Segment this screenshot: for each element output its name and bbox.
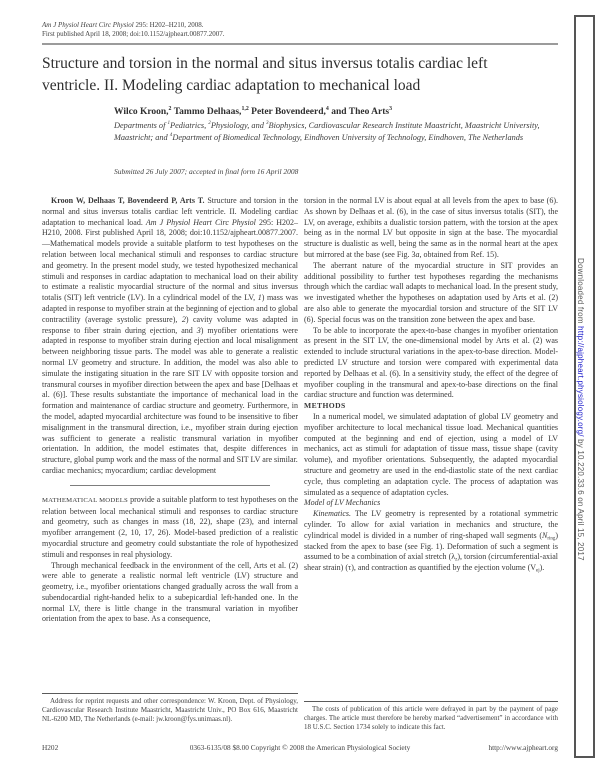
- methods-paragraph: In a numerical model, we simulated adaptation of global LV geometry and myofiber architecture to local mechanical tissue load. Mechanical quantities computed at the beginning and end of ejection, using a model of LV mechanics, act as stimuli for adaptation of tissue mass, tissue shape (cavity volume), and myofiber orientations. Subsequently, the adapted myocardial structure and geometry are used in the end-diastolic state of the next cardiac cycle, thus completing an adaptation cycle. The process of adaptation was simulated as a sequence of adaptation cycles.: [304, 411, 558, 497]
- abstract-paragraph: Kroon W, Delhaas T, Bovendeerd P, Arts T. Structure and torsion in the normal and situs inversus totalis cardiac left ventricle. II. Modeling cardiac adaptation to mechanical load. Am J Physiol Heart Circ Physiol 295: H202–H210, 2008. First published April 18, 2008; doi:10.1152/ajpheart.00877.2007.—Mathematical models provide a suitable platform to test hypotheses on the relation between local mechanical stimuli and responses to cardiac structure and geometry. In the present model study, we tested hypothesized mechanical stimuli and responses in cardiac adaptation to mechanical load on their ability to estimate a realistic myocardial structure of the normal and situs inversus totalis (SIT) left ventricle (LV). In a cylindrical model of the LV, 1) mass was adapted in response to myofiber strain at the beginning of ejection and to global contractility (average systolic pressure), 2) cavity volume was adapted in response to fiber strain during ejection, and 3) myofiber orientations were adapted in response to myofiber strain during ejection and local misalignment between neighboring tissue parts. The model was able to generate a realistic normal LV geometry and structure. In addition, the model was also able to simulate the instigating situation in the rare SIT LV with opposite torsion and transmural courses in myofiber direction between the apex and base [Delhaas et al. (6)]. These results substantiate the importance of mechanical load in the formation and maintenance of cardiac structure and geometry. Furthermore, in the model, adapted myocardial architecture was found to be insensitive to fiber misalignment in the transmural direction, i.e., myofiber strain during ejection was sufficient to generate a realistic transmural variation in myofiber orientation. In addition, the model estimates that, despite differences in structure, global pump work and the mass of the normal and SIT LV are similar.: [42, 196, 299, 465]
- right-column: [304, 196, 558, 574]
- section-heading-methods: METHODS: [304, 401, 346, 411]
- copyright-notice: 0363-6135/08 $8.00 Copyright © 2008 the American Physiological Society: [189, 743, 411, 752]
- left-column: [42, 196, 298, 625]
- page-number: H202: [42, 743, 59, 752]
- column2-paragraph-1: torsion in the normal LV is about equal at all levels from the apex to base (6). As shown by Delhaas et al. (6), in the case of situs inversus totalis (SIT), the LV, on average, exhibits a dualistic torsion pattern, with the torsion at the apex being as in the normal LV but opposite in sign at the base. The myocardial structure is dualistic as well, being the same as in the normal heart at the apex but mirrored at the base (see Fig. 3a, obtained from Ref. 15).: [304, 196, 558, 259]
- page-footer: [42, 743, 558, 755]
- journal-citation: [42, 21, 558, 39]
- intro-paragraph-1: MATHEMATICAL MODELS provide a suitable platform to test hypotheses on the relation between local mechanical stimuli and responses to cardiac structure and geometry, such as changes in mass (18, 22), shape (23), and internal myofiber arrangement (2, 10, 17, 26). Model-based prediction of a realistic myocardial structure and geometry could substantiate the role of hypothesized stimuli and responses in real physiology.: [42, 494, 298, 559]
- publication-costs-text: The costs of publication of this article were defrayed in part by the payment of page charges. The article must therefore be hereby marked “advertisement” in accordance with 18 U.S.C. Section 1734 solely to indicate this fact.: [304, 705, 558, 731]
- article-title: Structure and torsion in the normal and situs inversus totalis cardiac left ventricle. II. Modeling cardiac adaptation to mechanical load: [42, 55, 488, 94]
- submitted-line: Submitted 26 July 2007; accepted in final form 16 April 2008: [114, 167, 299, 176]
- header-rule: [42, 43, 558, 45]
- column2-paragraph-2: The aberrant nature of the myocardial structure in SIT provides an additional possibility to further test hypotheses regarding the mechanisms through which the cardiac wall adapts to mechanical load. In the present study, we investigated whether the hypotheses on adaptation used by Arts et al. (2) are also able to generate the myocardial torsion and structure of the SIT LV (6). Special focus was on the transition zone between the apex and base.: [304, 260, 558, 324]
- intro-paragraph-2: Through mechanical feedback in the environment of the cell, Arts et al. (2) were able to generate a realistic normal left ventricle (LV) structure and geometry, i.e., myofiber orientations changed gradually across the wall from a subendocardial right-handed helix to a subepicardial left-handed one. In the normal LV, there is little change in the transmural variation in myofiber orientation from the apex to base. As a consequence,: [42, 560, 298, 624]
- subsection-heading-model-of-lv-mechanics: Model of LV Mechanics: [304, 498, 381, 508]
- publication-costs-footnote: [304, 701, 558, 732]
- affiliation-line: Departments of $^1$Pediatrics, $^2$Physiology, and $^3$Biophysics, Cardiovascular Research Institute Maastricht, Maastricht University, Maastricht; and $^4$Department of Biomedical Technology, Eindhoven University of Technology, Eindhoven, The Netherlands: [114, 120, 540, 142]
- citation-line: Am J Physiol Heart Circ Physiol 295: H202–H210, 2008.: [42, 21, 204, 29]
- download-watermark-text[interactable]: Downloaded from http://ajpheart.physiology.org/ by 10.220.33.6 on April 15, 2017: [576, 258, 585, 561]
- keywords-line: cardiac mechanics; myocardium; cardiac development: [42, 465, 217, 475]
- journal-url-text: http://www.ajpheart.org: [488, 743, 558, 752]
- kinematics-paragraph: Kinematics. The LV geometry is represented by a rotational symmetric cylinder. To allow for axial variation in mechanics and structure, the cylindrical model is divided in a number of ring-shaped wall segments (Nring) stacked from the apex to base (see Fig. 1). Deformation of such a segment is assumed to be a combination of axial stretch (λz), torsion (circumferential-axial shear strain) (τ), and contraction as quantified by the ejection volume (Vej).: [304, 509, 558, 574]
- reprint-address-footnote: [42, 693, 298, 724]
- published-line: First published April 18, 2008; doi:10.1152/ajpheart.00877.2007.: [42, 30, 225, 38]
- column2-paragraph-3: To be able to incorporate the apex-to-base changes in myofiber orientation as present in the SIT LV, the one-dimensional model by Arts et al. (2) was extended to include structural variations in the apex-to-base direction. Model-predicted LV structure and torsion were compared with experimental data reported by Delhaas et al. (6). In a sensitivity study, the effect of the degree of myofiber coupling in the transmural and apex-to-base directions on the final cardiac structure and function was determined.: [304, 325, 558, 400]
- author-line: Wilco Kroon,$^2$ Tammo Delhaas,$^{1,2}$ Peter Bovendeerd,$^4$ and Theo Arts$^3$: [114, 105, 393, 117]
- reprint-address-text: Address for reprint requests and other correspondence: W. Kroon, Dept. of Physiology, Cardiovascular Research Institute Maastricht, Maastricht Univ., PO Box 616, Maastricht NL-6200 MD, The Netherlands (e-mail: jw.kroon@fys.unimaas.nl).: [42, 697, 298, 723]
- keyword-divider-rule: [70, 485, 270, 486]
